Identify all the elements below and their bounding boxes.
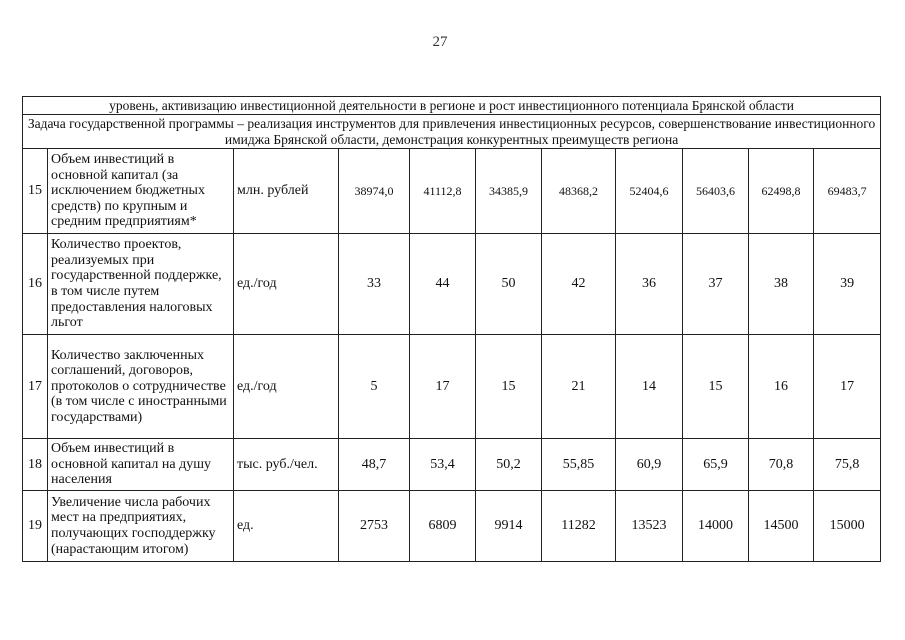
value-cell: 55,85 [542, 439, 616, 491]
row-number: 16 [23, 234, 48, 335]
value-cell: 50,2 [476, 439, 542, 491]
value-cell: 70,8 [749, 439, 814, 491]
value-cell: 56403,6 [683, 149, 749, 234]
value-cell: 21 [542, 335, 616, 439]
value-cell: 69483,7 [814, 149, 881, 234]
table-row [23, 149, 881, 234]
row-number: 15 [23, 149, 48, 234]
value-cell: 13523 [616, 491, 683, 562]
value-cell: 2753 [339, 491, 410, 562]
value-cell: 33 [339, 234, 410, 335]
indicator-name: Объем инвестиций в основной капитал (за исключением бюджетных средств) по крупным и средним предприятиям* [48, 149, 234, 234]
value-cell: 52404,6 [616, 149, 683, 234]
value-cell: 48368,2 [542, 149, 616, 234]
indicator-name: Количество заключенных соглашений, договоров, протоколов о сотрудничестве (в том числе с иностранными государствами) [48, 335, 234, 439]
indicator-unit: тыс. руб./чел. [234, 439, 339, 491]
header-row-goal [23, 97, 881, 115]
value-cell: 41112,8 [410, 149, 476, 234]
value-cell: 37 [683, 234, 749, 335]
value-cell: 48,7 [339, 439, 410, 491]
value-cell: 60,9 [616, 439, 683, 491]
value-cell: 17 [814, 335, 881, 439]
value-cell: 15 [683, 335, 749, 439]
indicator-unit: млн. рублей [234, 149, 339, 234]
value-cell: 38 [749, 234, 814, 335]
indicator-unit: ед. [234, 491, 339, 562]
value-cell: 9914 [476, 491, 542, 562]
indicator-unit: ед./год [234, 234, 339, 335]
value-cell: 42 [542, 234, 616, 335]
indicator-name: Объем инвестиций в основной капитал на душу населения [48, 439, 234, 491]
value-cell: 53,4 [410, 439, 476, 491]
indicators-table [22, 96, 881, 562]
goal-cell: уровень, активизацию инвестиционной деятельности в регионе и рост инвестиционного потенциала Брянской области [23, 97, 881, 115]
value-cell: 36 [616, 234, 683, 335]
value-cell: 15000 [814, 491, 881, 562]
table-row [23, 439, 881, 491]
value-cell: 14000 [683, 491, 749, 562]
value-cell: 50 [476, 234, 542, 335]
value-cell: 5 [339, 335, 410, 439]
task-cell: Задача государственной программы – реализация инструментов для привлечения инвестиционных ресурсов, совершенствование инвестиционного имиджа Брянской области, демонстрация конкурентных преимуществ региона [23, 115, 881, 149]
value-cell: 11282 [542, 491, 616, 562]
indicator-name: Увеличение числа рабочих мест на предприятиях, получающих господдержку (нарастающим итогом) [48, 491, 234, 562]
value-cell: 6809 [410, 491, 476, 562]
indicator-unit: ед./год [234, 335, 339, 439]
table-row [23, 234, 881, 335]
value-cell: 34385,9 [476, 149, 542, 234]
header-row-task [23, 115, 881, 149]
value-cell: 65,9 [683, 439, 749, 491]
value-cell: 17 [410, 335, 476, 439]
row-number: 18 [23, 439, 48, 491]
page-number: 27 [432, 34, 448, 50]
value-cell: 38974,0 [339, 149, 410, 234]
value-cell: 39 [814, 234, 881, 335]
table-row [23, 491, 881, 562]
value-cell: 44 [410, 234, 476, 335]
table-row [23, 335, 881, 439]
indicator-name: Количество проектов, реализуемых при государственной поддержке, в том числе путем предоставления налоговых льгот [48, 234, 234, 335]
row-number: 19 [23, 491, 48, 562]
value-cell: 14 [616, 335, 683, 439]
value-cell: 62498,8 [749, 149, 814, 234]
row-number: 17 [23, 335, 48, 439]
value-cell: 14500 [749, 491, 814, 562]
value-cell: 15 [476, 335, 542, 439]
value-cell: 16 [749, 335, 814, 439]
value-cell: 75,8 [814, 439, 881, 491]
